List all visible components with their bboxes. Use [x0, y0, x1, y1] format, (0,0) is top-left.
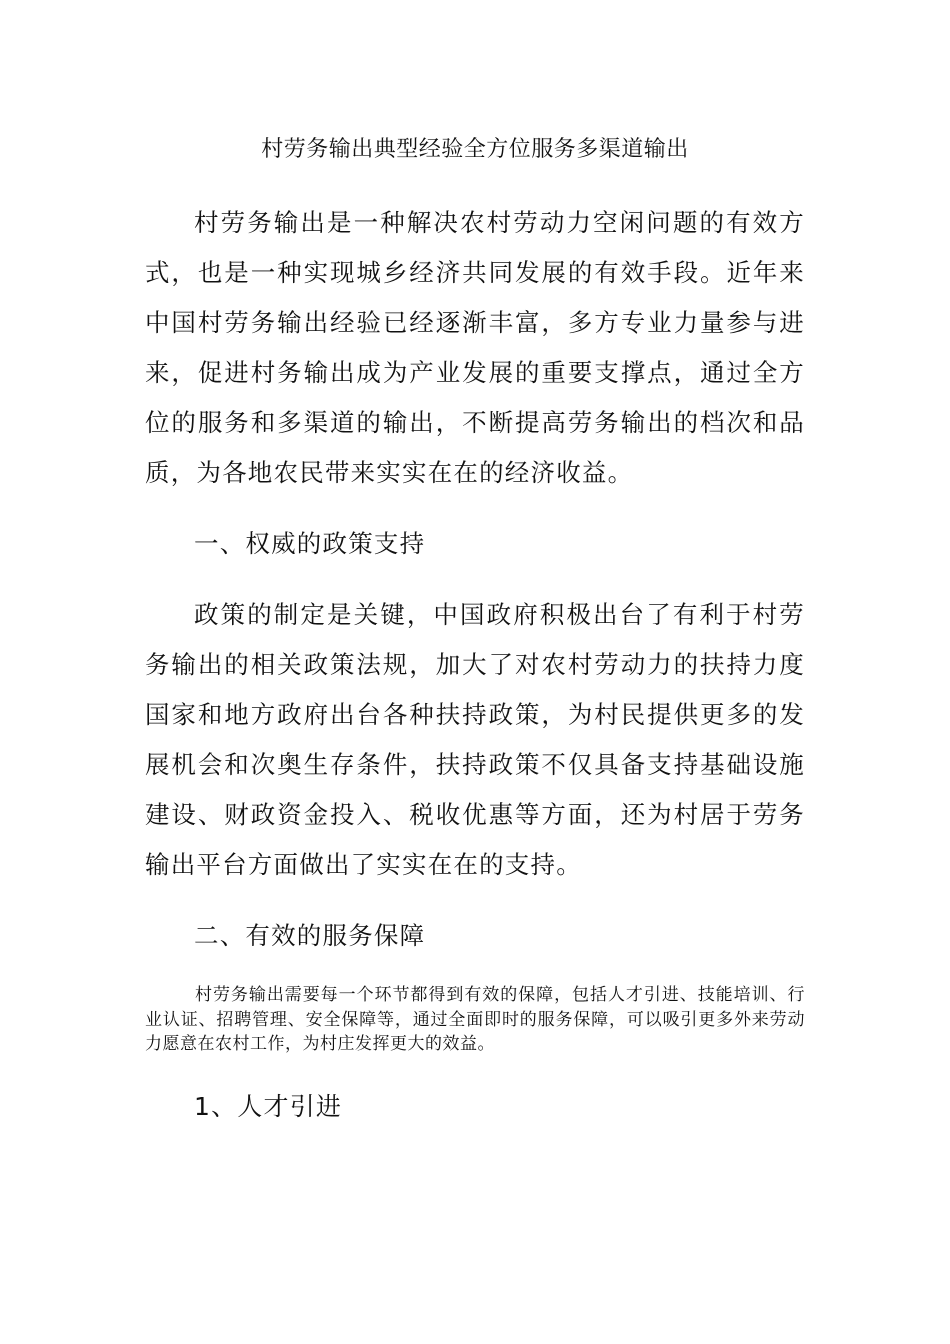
service-paragraph: 村劳务输出需要每一个环节都得到有效的保障，包括人才引进、技能培训、行业认证、招聘管理、安全保障等，通过全面即时的服务保障，可以吸引更多外来劳动力愿意在农村工作，为村庄发挥更大的效益。	[145, 985, 805, 1054]
section-heading-policy: 一、权威的政策支持	[194, 529, 426, 558]
document-title: 村劳务输出典型经验全方位服务多渠道输出	[261, 137, 689, 162]
intro-paragraph: 村劳务输出是一种解决农村劳动力空闲问题的有效方式，也是一种实现城乡经济共同发展的有效手段。近年来中国村劳务输出经验已经逐渐丰富，多方专业力量参与进来，促进村务输出成为产业发展的重要支撑点，通过全方位的服务和多渠道的输出，不断提高劳务输出的档次和品质，为各地农民带来实实在在的经济收益。	[145, 208, 805, 487]
policy-paragraph: 政策的制定是关键，中国政府积极出台了有利于村劳务输出的相关政策法规，加大了对农村劳动力的扶持力度国家和地方政府出台各种扶持政策，为村民提供更多的发展机会和次奥生存条件，扶持政策不仅具备支持基础设施建设、财政资金投入、税收优惠等方面，还为村居于劳务输出平台方面做出了实实在在的支持。	[145, 600, 805, 879]
subsection-heading-talent: 1、人才引进	[194, 1092, 343, 1121]
section-heading-service: 二、有效的服务保障	[194, 921, 426, 950]
